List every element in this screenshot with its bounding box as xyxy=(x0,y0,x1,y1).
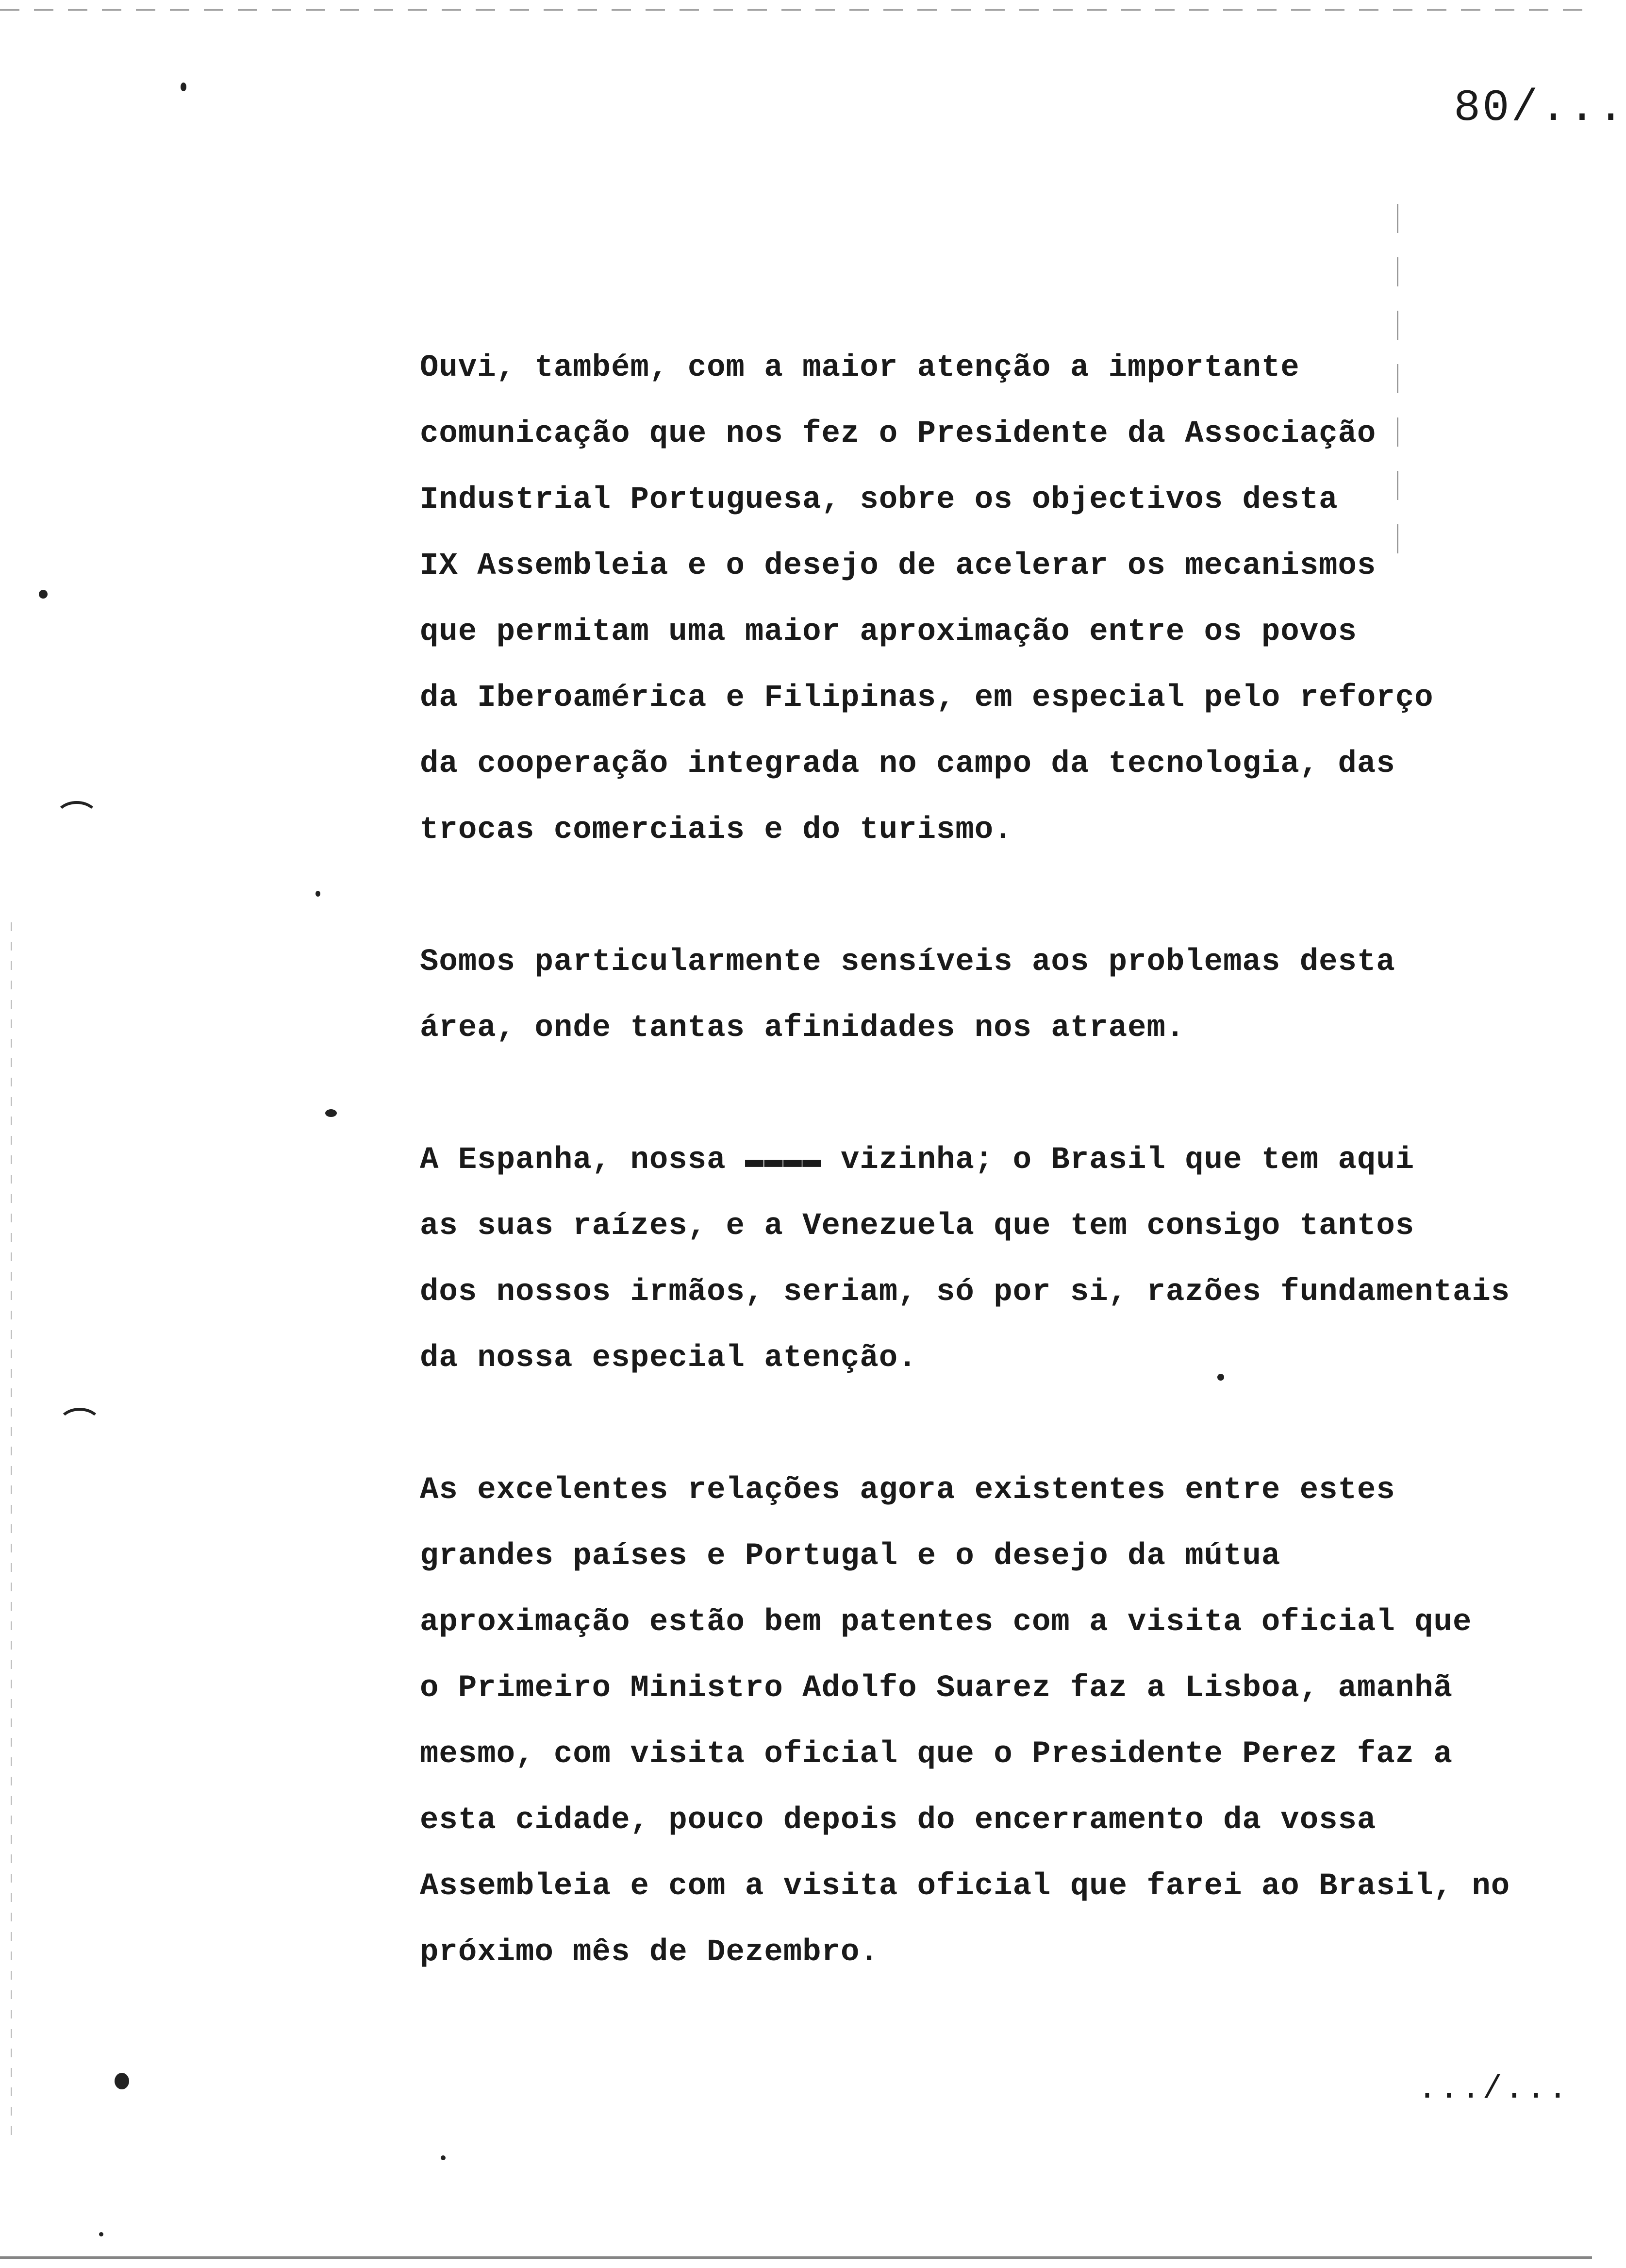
left-margin-mark xyxy=(11,922,12,2136)
paragraph xyxy=(420,1127,1546,1391)
letter-body xyxy=(420,335,1546,1985)
text-line: IX Assembleia e o desejo de acelerar os mecanismos xyxy=(420,549,1377,584)
text-line: aproximação estão bem patentes com a visita oficial que xyxy=(420,1605,1472,1640)
text-line: Ouvi, também, com a maior atenção a importante xyxy=(420,350,1300,385)
text-line: Assembleia e com a visita oficial que farei ao Brasil, no xyxy=(420,1869,1510,1904)
text-line: As excelentes relações agora existentes entre estes xyxy=(420,1473,1395,1508)
text-line: da Iberoamérica e Filipinas, em especial pelo reforço xyxy=(420,681,1434,716)
text-line: grandes países e Portugal e o desejo da mútua xyxy=(420,1539,1281,1574)
text-line: comunicação que nos fez o Presidente da Associação xyxy=(420,417,1377,451)
text-line: área, onde tantas afinidades nos atraem. xyxy=(420,1011,1185,1046)
text-line: o Primeiro Ministro Adolfo Suarez faz a Lisboa, amanhã xyxy=(420,1671,1453,1706)
punch-hole-shadow xyxy=(57,1408,102,1443)
paragraph xyxy=(420,929,1546,1061)
text-line: que permitam uma maior aproximação entre os povos xyxy=(420,615,1357,650)
text-line: da nossa especial atenção. xyxy=(420,1341,917,1376)
text-line: dos nossos irmãos, seriam, só por si, razões fundamentais xyxy=(420,1275,1510,1310)
scan-speck xyxy=(115,2073,129,2089)
text-line: mesmo, com visita oficial que o Presidente Perez faz a xyxy=(420,1737,1453,1772)
text-line: Industrial Portuguesa, sobre os objectivos desta xyxy=(420,483,1338,517)
top-scan-border xyxy=(0,9,1592,11)
scan-speck xyxy=(441,2155,446,2160)
paragraph xyxy=(420,1457,1546,1985)
text-line: próximo mês de Dezembro. xyxy=(420,1935,879,1970)
text-line: A Espanha, nossa ▬▬▬▬ vizinha; o Brasil que tem aqui xyxy=(420,1143,1415,1178)
text-line: trocas comerciais e do turismo. xyxy=(420,813,1013,848)
continuation-mark: .../... xyxy=(1417,2070,1570,2108)
scan-speck xyxy=(39,590,48,599)
paragraph xyxy=(420,335,1546,863)
text-line: esta cidade, pouco depois do encerramento da vossa xyxy=(420,1803,1377,1838)
text-line: Somos particularmente sensíveis aos problemas desta xyxy=(420,945,1395,980)
scan-speck xyxy=(315,891,320,897)
scan-speck xyxy=(181,83,186,91)
text-line: as suas raízes, e a Venezuela que tem consigo tantos xyxy=(420,1209,1415,1244)
page-number: 80/... xyxy=(1454,83,1626,133)
text-line: da cooperação integrada no campo da tecnologia, das xyxy=(420,747,1395,782)
scan-speck xyxy=(99,2232,103,2236)
bottom-scan-border xyxy=(0,2256,1592,2259)
scan-speck xyxy=(325,1109,337,1117)
punch-hole-shadow xyxy=(54,801,99,836)
